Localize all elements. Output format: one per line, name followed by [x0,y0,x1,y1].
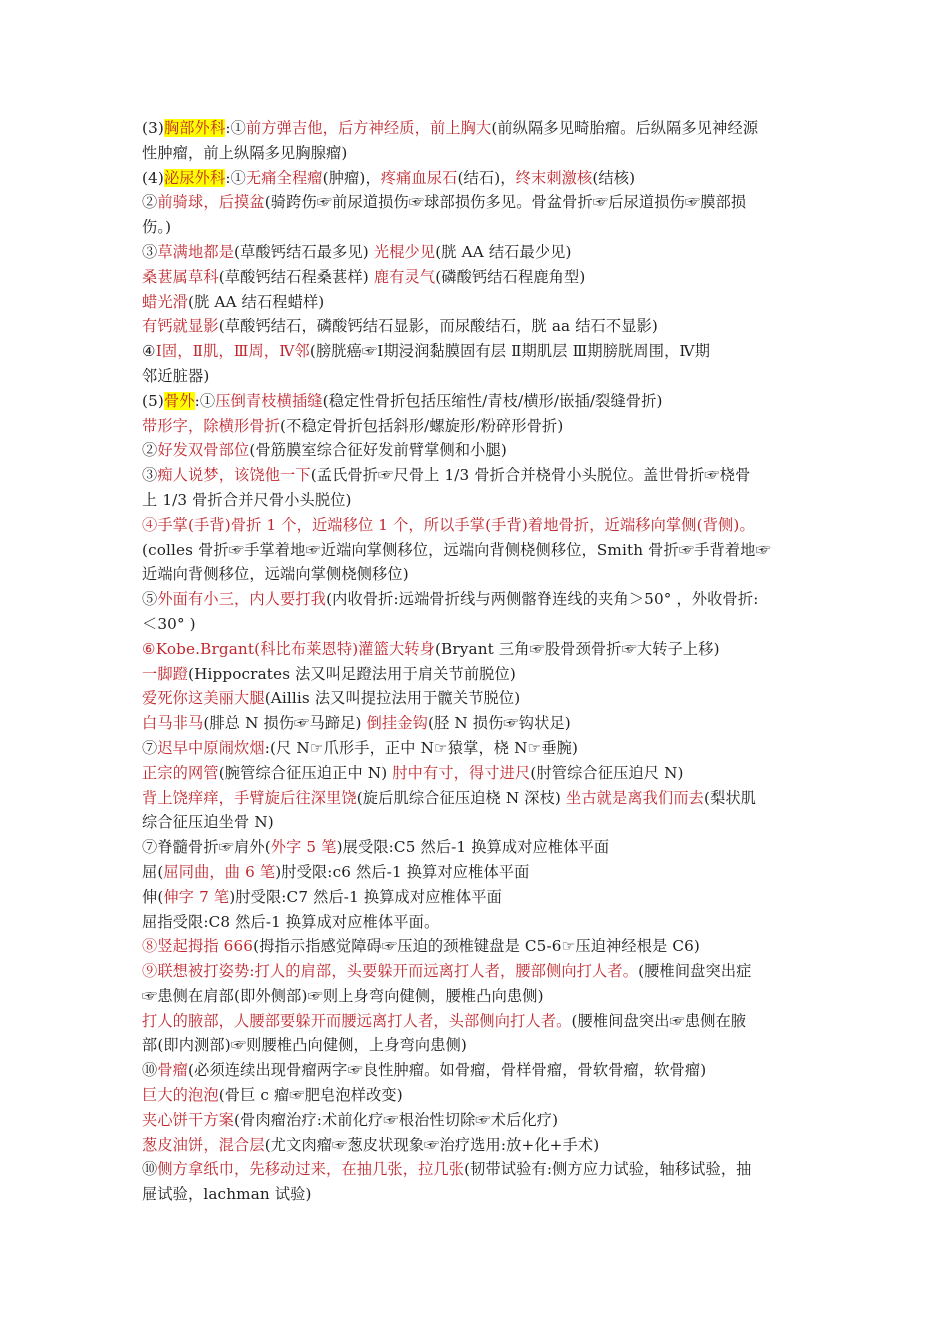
note-text: (稳定性骨折包括压缩性/青枝/横形/嵌插/裂缝骨折) [322,391,663,410]
text-line [142,513,808,538]
text-line [142,810,808,835]
mnemonic-text: 桑葚属草科 [142,267,219,286]
mnemonic-text: 巨大的泡泡 [142,1086,219,1105]
note-text: (磷酸钙结石程鹿角型) [435,267,586,286]
note-text: ② [142,441,158,460]
text-line [142,116,808,141]
text-line [142,562,808,587]
note-text: ④ [142,342,156,361]
note-text: (内收骨折:远端骨折线与两侧髂脊连线的夹角＞50° ，外收骨折: [326,590,759,609]
note-text: )展受限:C5 然后-1 换算成对应椎体平面 [336,838,610,857]
text-line [142,141,808,166]
note-text: 屈指受限:C8 然后-1 换算成对应椎体平面。 [142,912,440,931]
note-text: (尤文肉瘤☞葱皮状现象☞治疗选用:放+化+手术) [264,1135,600,1154]
text-line [142,240,808,265]
note-text: (腰椎间盘突出☞患侧在腋 [571,1011,747,1030]
mnemonic-text: 正宗的网管 [142,763,219,782]
mnemonic-text: 坐古就是离我们而去 [565,788,705,807]
text-line [142,1033,808,1058]
mnemonic-text: 骨瘤 [157,1061,189,1080]
note-text: (腓总 N 损伤☞马蹄足) [203,714,367,733]
note-text: (草酸钙结石最多见) [234,242,374,261]
note-text: (3) [142,119,164,137]
note-text: (Bryant 三角☞股骨颈骨折☞大转子上移) [434,639,720,658]
note-text: (膀胱癌☞Ⅰ期浸润黏膜固有层 Ⅱ期肌层 Ⅲ期膀胱周围，Ⅳ期 [309,342,711,361]
note-text: ② [142,193,158,212]
mnemonic-text: 屈同曲，曲 6 笔 [163,862,276,881]
mnemonic-text: 压倒青枝横插缝 [215,391,323,410]
mnemonic-text: 外字 5 笔 [270,838,337,857]
note-text: ⑦脊髓骨折☞肩外( [142,838,271,857]
text-line [142,959,808,984]
note-text: (旋后肌综合征压迫桡 N 深枝) [356,788,566,807]
mnemonic-text: 葱皮油饼，混合层 [142,1135,265,1154]
note-text: (孟氏骨折☞尺骨上 1/3 骨折合并桡骨小头脱位。盖世骨折☞桡骨 [310,466,751,485]
note-text: (梨状肌 [704,788,757,807]
text-line [142,984,808,1009]
text-line [142,314,808,339]
note-text: ⑩ [142,1061,158,1080]
text-line [142,414,808,439]
note-text: (结石)， [457,168,516,187]
note-text: (5) [142,391,164,410]
note-text: ＜30° ) [142,614,196,633]
text-line [142,885,808,910]
text-line [142,686,808,711]
text-line [142,637,808,662]
note-text: :(尺 N☞爪形手，正中 N☞猿掌，桡 N☞垂腕) [264,738,579,757]
note-text: )肘受限:c6 然后-1 换算对应椎体平面 [275,862,530,881]
text-line [142,166,808,191]
text-line [142,1009,808,1034]
mnemonic-text: 肘中有寸，得寸进尺 [392,763,531,782]
mnemonic-text: 鹿有灵气 [373,267,436,286]
text-line [142,711,808,736]
note-text: 上 1/3 骨折合并尺骨小头脱位) [142,490,352,509]
text-line [142,1157,808,1182]
text-line [142,1083,808,1108]
text-line [142,786,808,811]
text-line [142,538,808,563]
mnemonic-text: 蜡光滑 [142,292,189,311]
text-line [142,1108,808,1133]
text-line [142,215,808,240]
note-text: (骨巨 c 瘤☞肥皂泡样改变) [218,1086,403,1105]
note-text: )肘受限:C7 然后-1 换算成对应椎体平面 [229,887,502,906]
note-text: (Aillis 法又叫提拉法用于髋关节脱位) [264,689,521,708]
note-text: (骑跨伤☞前尿道损伤☞球部损伤多见。骨盆骨折☞后尿道损伤☞膜部损 [264,193,747,212]
mnemonic-text: 光棍少见 [373,242,436,261]
text-line [142,736,808,761]
note-text: 综合征压迫坐骨 N) [142,813,274,832]
text-line [142,1133,808,1158]
note-text: ☞患侧在肩部(即外侧部)☞则上身弯向健侧，腰椎凸向患侧) [142,986,544,1005]
note-text: 屉试验，lachman 试验) [142,1185,312,1204]
mnemonic-text: 白马非马 [142,714,204,733]
text-line [142,265,808,290]
text-line [142,339,808,364]
note-text: ⑤ [142,590,158,609]
note-text: (草酸钙结石，磷酸钙结石显影，而尿酸结石，胱 aa 结石不显影) [218,317,658,336]
mnemonic-text: 无痛全程瘤 [245,168,323,187]
mnemonic-text: 伸字 7 笔 [163,887,230,906]
note-text: (必须连续出现骨瘤两字☞良性肿瘤。如骨瘤，骨样骨瘤，骨软骨瘤，软骨瘤) [188,1061,707,1080]
text-line [142,761,808,786]
mnemonic-text: 骨外 [163,391,195,410]
text-line [142,612,808,637]
note-text: (腕管综合征压迫正中 N) [218,763,393,782]
mnemonic-text: ⑨联想被打姿势:打人的肩部，头要躲开而远离打人者，腰部侧向打人者。 [142,962,639,981]
note-text: :① [194,391,216,410]
text-line [142,662,808,687]
text-line [142,488,808,513]
note-text: 部(即内测部)☞则腰椎凸向健侧，上身弯向患侧) [142,1036,467,1055]
note-text: (结核) [592,168,636,187]
note-text: (胱 AA 结石程蜡样) [188,292,325,311]
mnemonic-text: Ⅰ固，Ⅱ肌，Ⅲ周，Ⅳ邻 [155,342,310,361]
mnemonic-text: ⑥Kobe.Brgant(科比布莱恩特)灌篮大转身 [142,639,435,658]
mnemonic-text: 爱死你这美丽大腿 [142,689,265,708]
note-text: (胱 AA 结石最少见) [435,242,572,261]
note-text: (Hippocrates 法又叫足蹬法用于肩关节前脱位) [188,664,516,683]
note-text: (拇指示指感觉障碍☞压迫的颈椎键盘是 C5-6☞压迫神经根是 C6) [253,937,701,956]
text-line [142,860,808,885]
note-text: (4) [142,168,164,187]
text-line [142,1058,808,1083]
note-text: 屈( [142,862,164,881]
note-text: ⑩ [142,1160,158,1179]
note-text: 近端向背侧移位，远端向掌侧桡侧移位) [142,565,409,584]
text-line [142,364,808,389]
note-text: ③ [142,466,158,485]
note-text: 邻近脏器) [142,366,210,385]
note-text: (肿瘤)， [322,168,381,187]
text-line [142,438,808,463]
note-text: 性肿瘤，前上纵隔多见胸腺瘤) [142,143,348,162]
text-line [142,934,808,959]
mnemonic-text: 带形字，除横形骨折 [142,416,281,435]
note-text: 伸( [142,887,164,906]
note-text: (韧带试验有:侧方应力试验，轴移试验，抽 [464,1160,752,1179]
document-page [142,116,808,1207]
mnemonic-text: 夹心饼干方案 [142,1110,235,1129]
mnemonic-text: 疼痛血尿石 [380,168,458,187]
mnemonic-text: 痴人说梦，该饶他一下 [157,466,311,485]
note-text: ③ [142,242,158,261]
note-text: (草酸钙结石程桑葚样) [218,267,374,286]
mnemonic-text: ④手掌(手背)骨折 1 个，近端移位 1 个，所以手掌(手背)着地骨折，近端移向掌侧(背侧)。 [142,515,755,534]
text-line [142,463,808,488]
mnemonic-text: 外面有小三，内人要打我 [157,590,327,609]
note-text: ⑦ [142,738,158,757]
note-text: (colles 骨折☞手掌着地☞近端向掌侧移位，远端向背侧桡侧移位，Smith 骨折☞手背着地☞ [142,540,771,559]
note-text: (胫 N 损伤☞钩状足) [427,714,571,733]
mnemonic-text: 打人的腋部，人腰部要躲开而腰远离打人者，头部侧向打人者。 [142,1011,572,1030]
note-text: (骨肉瘤治疗:术前化疗☞根治性切除☞术后化疗) [234,1110,559,1129]
mnemonic-text: 有钙就显影 [142,317,219,336]
note-text: (前纵隔多见畸胎瘤。后纵隔多见神经源 [491,119,759,137]
mnemonic-text: 泌尿外科 [163,168,226,187]
note-text: 伤。) [142,218,172,237]
mnemonic-text: 草满地都是 [157,242,235,261]
note-text: (肘管综合征压迫尺 N) [530,763,684,782]
note-text: (腰椎间盘突出症 [638,962,752,981]
note-text: :① [225,168,246,187]
mnemonic-text: 前骑球，后摸盆 [157,193,265,212]
text-line [142,835,808,860]
text-line [142,910,808,935]
text-line [142,587,808,612]
mnemonic-text: 好发双骨部位 [157,441,250,460]
mnemonic-text: 背上饶痒痒，手臂旋后往深里饶 [142,788,357,807]
mnemonic-text: 胸部外科 [163,119,226,137]
note-text: :① [225,119,246,137]
text-line [142,290,808,315]
mnemonic-text: 迟早中原闹炊烟 [157,738,265,757]
mnemonic-text: 侧方拿纸巾，先移动过来，在抽几张，拉几张 [157,1160,465,1179]
note-text: (骨筋膜室综合征好发前臂掌侧和小腿) [249,441,507,460]
mnemonic-text: 一脚蹬 [142,664,189,683]
mnemonic-text: 倒挂金钩 [366,714,428,733]
mnemonic-text: ⑧竖起拇指 666 [142,937,254,956]
mnemonic-text: 终末刺激核 [515,168,593,187]
text-line [142,389,808,414]
text-line [142,190,808,215]
mnemonic-text: 前方弹吉他，后方神经质，前上胸大 [245,119,492,137]
text-line [142,1182,808,1207]
note-text: (不稳定骨折包括斜形/螺旋形/粉碎形骨折) [280,416,564,435]
